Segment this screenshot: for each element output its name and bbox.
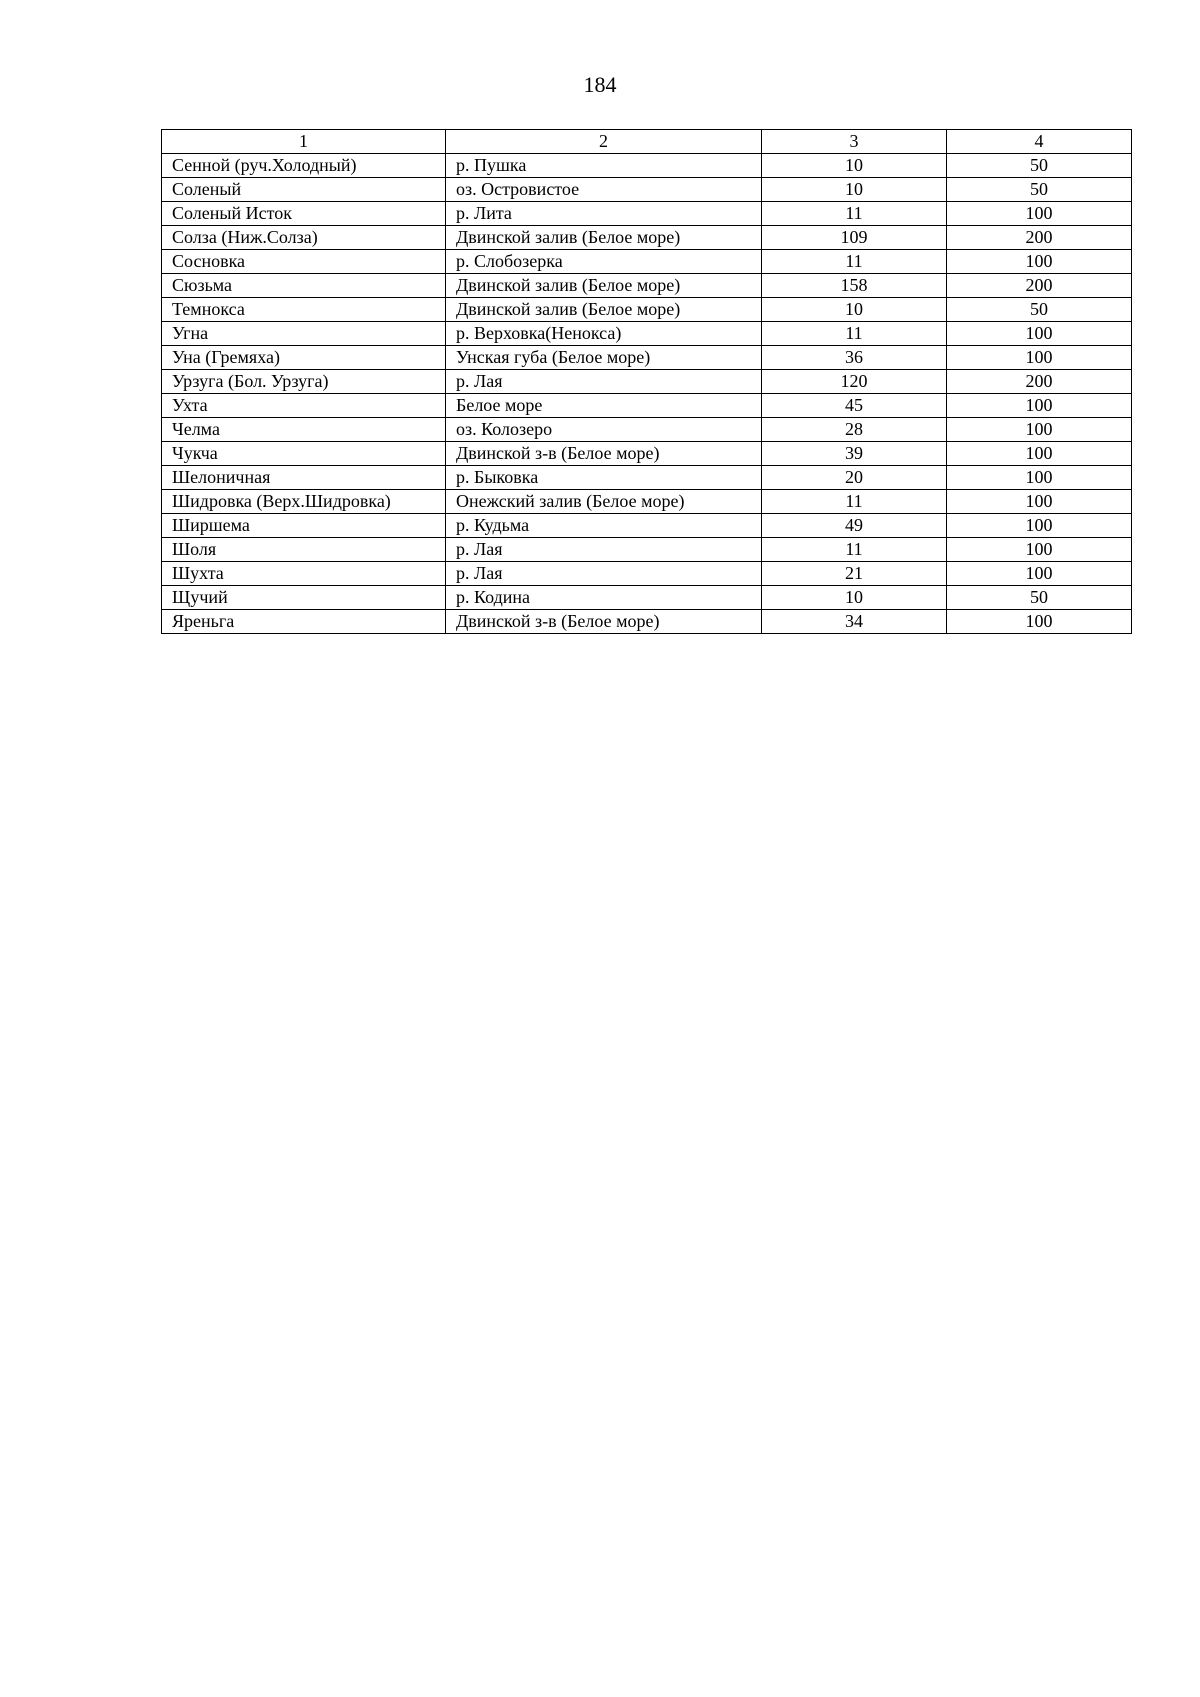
outflow-cell: Двинской залив (Белое море) <box>446 226 762 250</box>
zone-width-cell: 200 <box>947 226 1132 250</box>
zone-width-cell: 100 <box>947 346 1132 370</box>
length-cell: 120 <box>762 370 947 394</box>
zone-width-cell: 100 <box>947 394 1132 418</box>
length-cell: 28 <box>762 418 947 442</box>
table-row <box>162 346 1132 370</box>
length-cell: 11 <box>762 322 947 346</box>
river-name-cell: Соленый <box>162 178 446 202</box>
length-cell: 11 <box>762 202 947 226</box>
river-name-cell: Шоля <box>162 538 446 562</box>
river-name-cell: Сосновка <box>162 250 446 274</box>
river-name-cell: Урзуга (Бол. Урзуга) <box>162 370 446 394</box>
zone-width-cell: 100 <box>947 202 1132 226</box>
outflow-cell: р. Кудьма <box>446 514 762 538</box>
river-name-cell: Шидровка (Верх.Шидровка) <box>162 490 446 514</box>
table-row <box>162 274 1132 298</box>
outflow-cell: Двинской з-в (Белое море) <box>446 610 762 634</box>
table-row <box>162 514 1132 538</box>
outflow-cell: р. Быковка <box>446 466 762 490</box>
zone-width-cell: 50 <box>947 154 1132 178</box>
outflow-cell: р. Лита <box>446 202 762 226</box>
length-cell: 11 <box>762 490 947 514</box>
river-name-cell: Темнокса <box>162 298 446 322</box>
rivers-table <box>161 129 1132 634</box>
table-row <box>162 610 1132 634</box>
table-row <box>162 538 1132 562</box>
column-header: 2 <box>446 130 762 154</box>
column-header: 4 <box>947 130 1132 154</box>
river-name-cell: Угна <box>162 322 446 346</box>
outflow-cell: р. Кодина <box>446 586 762 610</box>
table-row <box>162 442 1132 466</box>
length-cell: 158 <box>762 274 947 298</box>
outflow-cell: Белое море <box>446 394 762 418</box>
outflow-cell: Унская губа (Белое море) <box>446 346 762 370</box>
length-cell: 10 <box>762 178 947 202</box>
river-name-cell: Ширшема <box>162 514 446 538</box>
table-row <box>162 370 1132 394</box>
river-name-cell: Сюзьма <box>162 274 446 298</box>
outflow-cell: р. Верховка(Ненокса) <box>446 322 762 346</box>
length-cell: 20 <box>762 466 947 490</box>
river-name-cell: Шухта <box>162 562 446 586</box>
zone-width-cell: 100 <box>947 490 1132 514</box>
table-row <box>162 466 1132 490</box>
length-cell: 45 <box>762 394 947 418</box>
river-name-cell: Ухта <box>162 394 446 418</box>
zone-width-cell: 200 <box>947 274 1132 298</box>
zone-width-cell: 50 <box>947 178 1132 202</box>
length-cell: 11 <box>762 250 947 274</box>
length-cell: 109 <box>762 226 947 250</box>
table-row <box>162 202 1132 226</box>
outflow-cell: Двинской залив (Белое море) <box>446 274 762 298</box>
river-name-cell: Сенной (руч.Холодный) <box>162 154 446 178</box>
length-cell: 39 <box>762 442 947 466</box>
zone-width-cell: 100 <box>947 538 1132 562</box>
outflow-cell: р. Слобозерка <box>446 250 762 274</box>
river-name-cell: Соленый Исток <box>162 202 446 226</box>
table-row <box>162 394 1132 418</box>
river-name-cell: Уна (Гремяха) <box>162 346 446 370</box>
length-cell: 10 <box>762 586 947 610</box>
table-row <box>162 298 1132 322</box>
zone-width-cell: 50 <box>947 586 1132 610</box>
zone-width-cell: 100 <box>947 322 1132 346</box>
zone-width-cell: 100 <box>947 562 1132 586</box>
zone-width-cell: 200 <box>947 370 1132 394</box>
length-cell: 36 <box>762 346 947 370</box>
table-row <box>162 250 1132 274</box>
zone-width-cell: 100 <box>947 514 1132 538</box>
table-row <box>162 490 1132 514</box>
zone-width-cell: 100 <box>947 250 1132 274</box>
length-cell: 49 <box>762 514 947 538</box>
table-row <box>162 226 1132 250</box>
zone-width-cell: 100 <box>947 466 1132 490</box>
length-cell: 10 <box>762 154 947 178</box>
table-header-row <box>162 130 1132 154</box>
outflow-cell: Онежский залив (Белое море) <box>446 490 762 514</box>
zone-width-cell: 50 <box>947 298 1132 322</box>
table-row <box>162 322 1132 346</box>
outflow-cell: Двинской залив (Белое море) <box>446 298 762 322</box>
length-cell: 11 <box>762 538 947 562</box>
table-row <box>162 154 1132 178</box>
river-name-cell: Челма <box>162 418 446 442</box>
outflow-cell: оз. Колозеро <box>446 418 762 442</box>
table-row <box>162 418 1132 442</box>
zone-width-cell: 100 <box>947 418 1132 442</box>
outflow-cell: оз. Островистое <box>446 178 762 202</box>
river-name-cell: Солза (Ниж.Солза) <box>162 226 446 250</box>
river-name-cell: Чукча <box>162 442 446 466</box>
river-name-cell: Щучий <box>162 586 446 610</box>
length-cell: 21 <box>762 562 947 586</box>
outflow-cell: р. Лая <box>446 370 762 394</box>
table-row <box>162 586 1132 610</box>
table-row <box>162 178 1132 202</box>
river-name-cell: Яреньга <box>162 610 446 634</box>
river-name-cell: Шелоничная <box>162 466 446 490</box>
table-row <box>162 562 1132 586</box>
zone-width-cell: 100 <box>947 610 1132 634</box>
column-header: 3 <box>762 130 947 154</box>
length-cell: 34 <box>762 610 947 634</box>
page-number: 184 <box>583 72 617 97</box>
outflow-cell: р. Пушка <box>446 154 762 178</box>
length-cell: 10 <box>762 298 947 322</box>
column-header: 1 <box>162 130 446 154</box>
outflow-cell: р. Лая <box>446 538 762 562</box>
zone-width-cell: 100 <box>947 442 1132 466</box>
outflow-cell: Двинской з-в (Белое море) <box>446 442 762 466</box>
outflow-cell: р. Лая <box>446 562 762 586</box>
